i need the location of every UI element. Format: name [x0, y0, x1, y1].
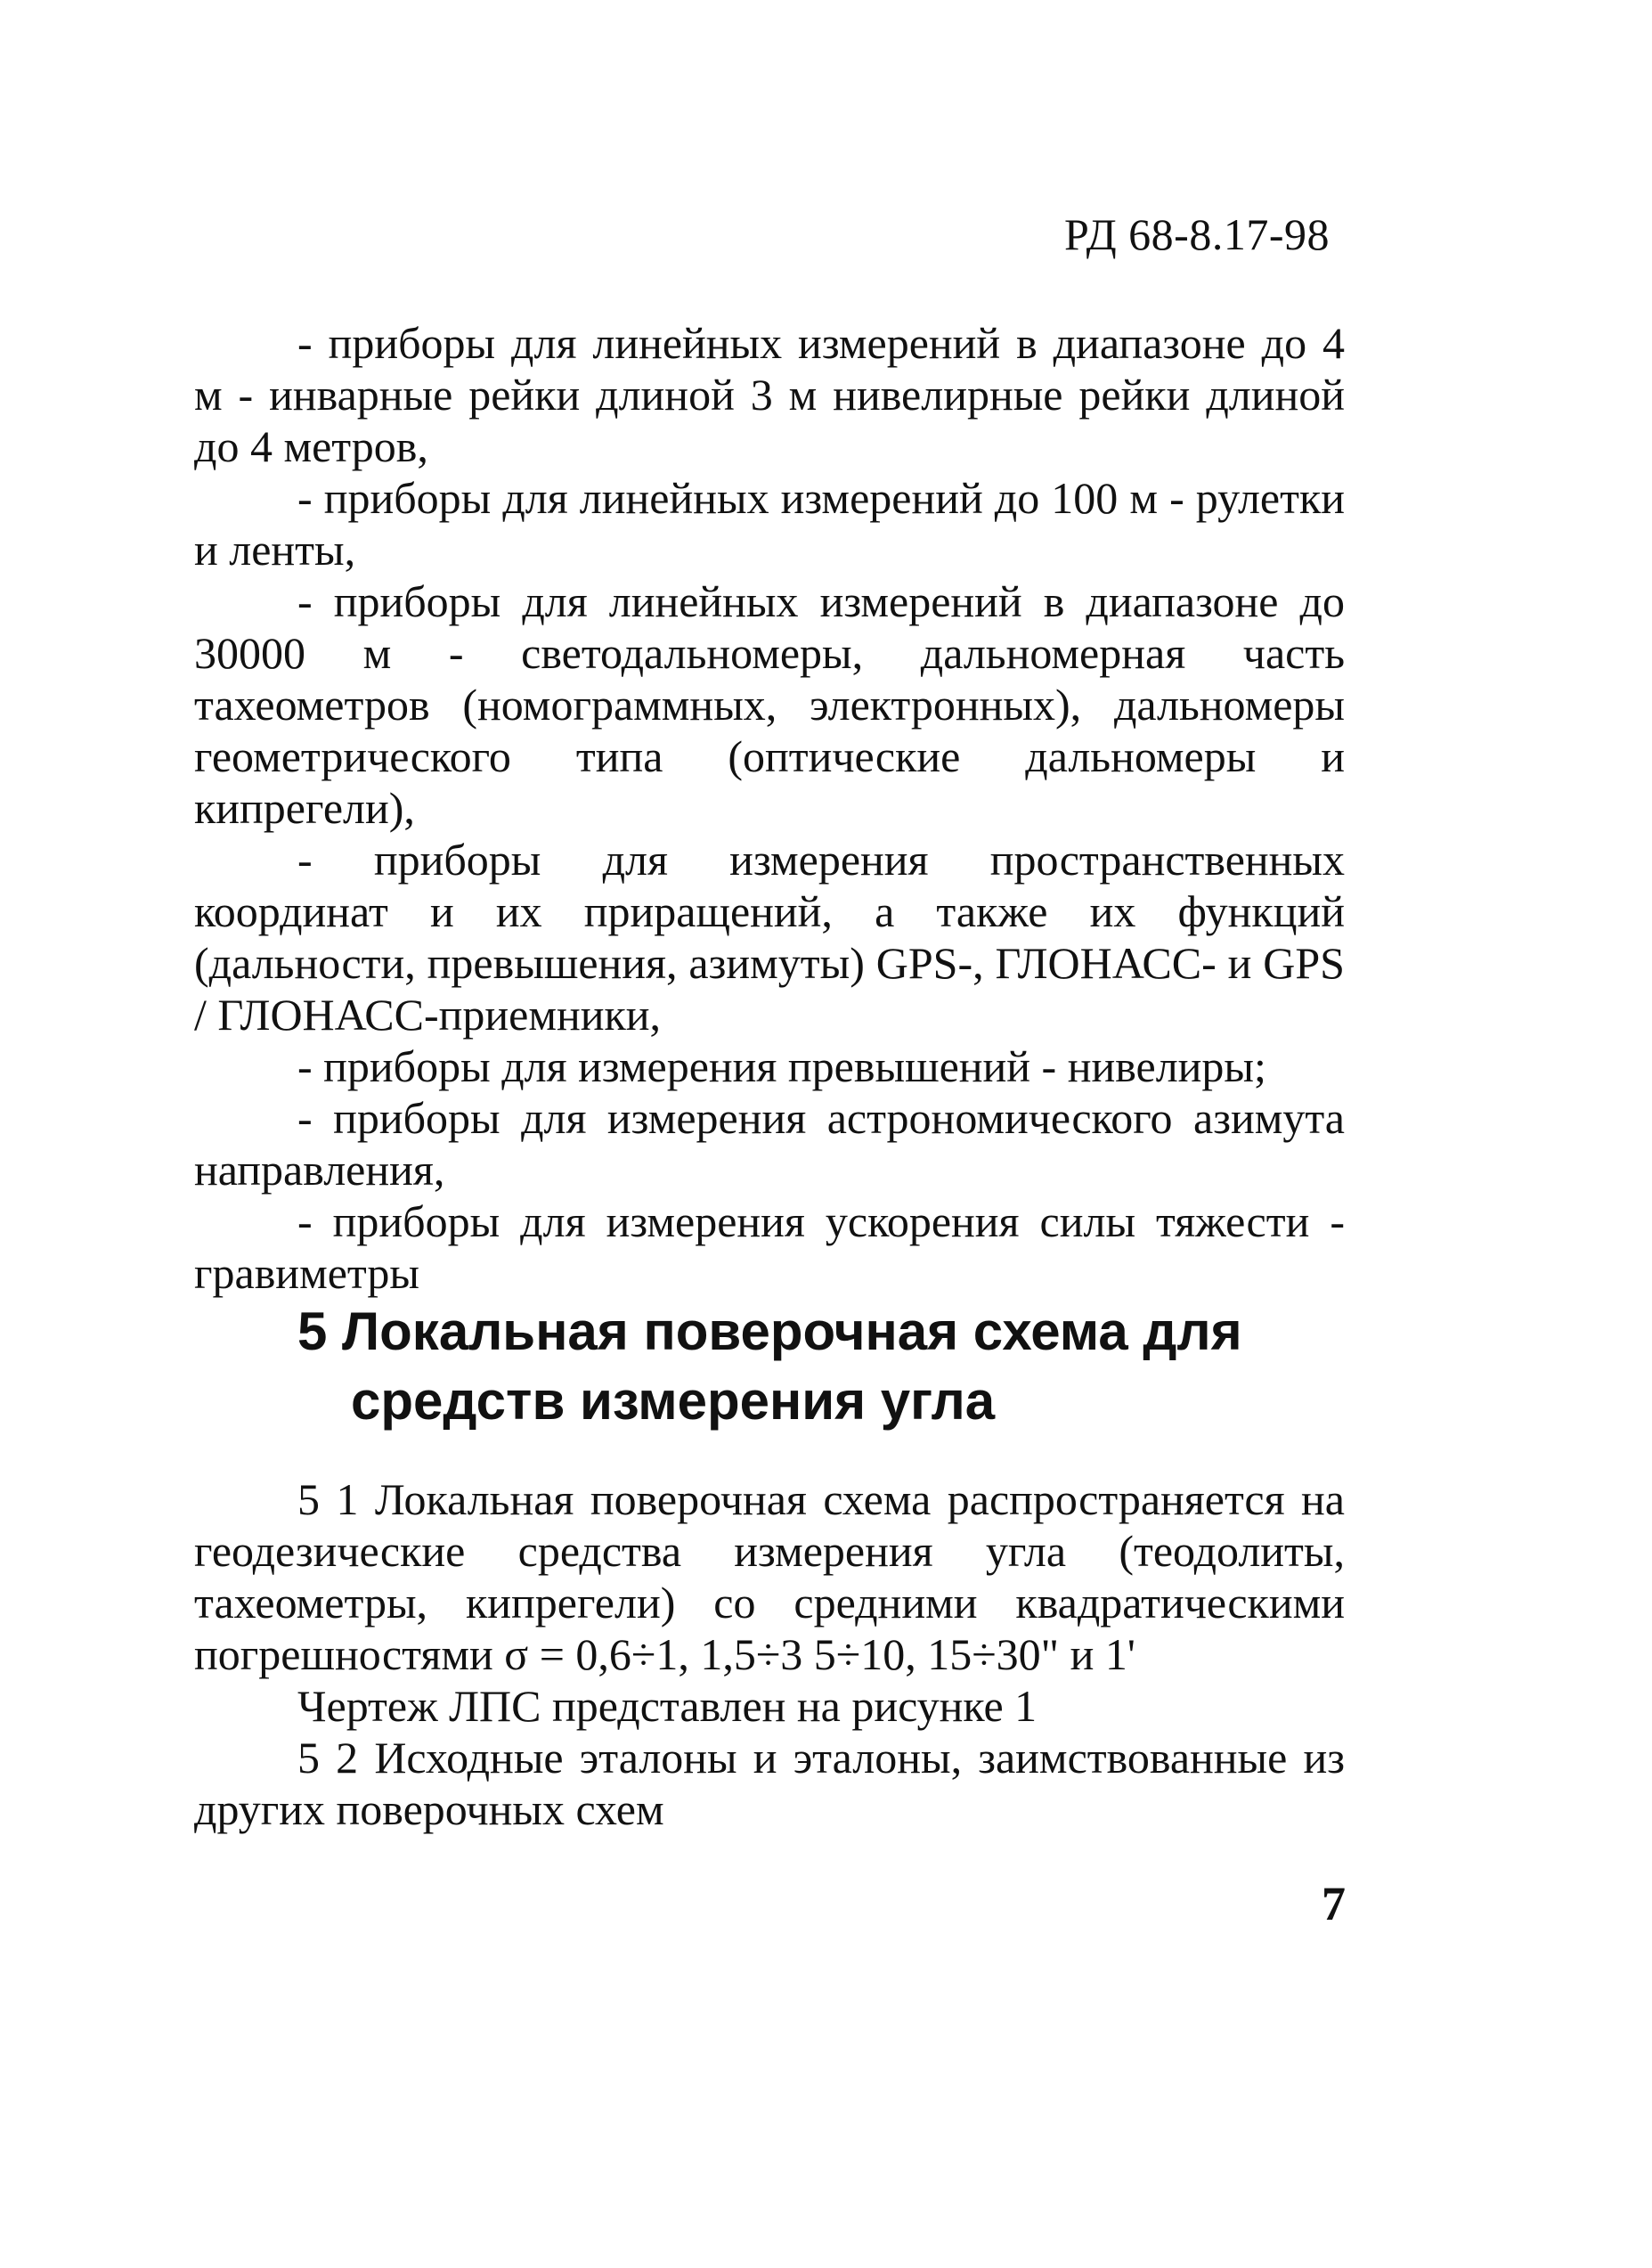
paragraph: Чертеж ЛПС представлен на рисунке 1 — [297, 1681, 1038, 1731]
list-item: - приборы для измерения пространственных координат и их приращений, а также их функций (дальности, превышения, азимуты) GPS-, ГЛОНАСС- и GPS / ГЛОНАСС-приемники, — [194, 835, 1345, 1040]
list-item: - приборы для линейных измерений в диапазоне до 30000 м - светодальномеры, дальномерная часть тахеометров (номограммных, электронных), дальномеры геометрического типа (оптические дальномеры и кипрегели), — [194, 576, 1345, 833]
instrument-list — [194, 317, 1345, 1299]
list-item: - приборы для линейных измерений до 100 м - рулетки и ленты, — [194, 473, 1345, 575]
paragraph: 5 1 Локальная поверочная схема распространяется на геодезические средства измерения угла (теодолиты, тахеометры, кипрегели) со средними квадратическими погрешностями σ = 0,6÷1, 1,5÷3 5÷10, 15÷30" и 1' — [194, 1474, 1345, 1679]
section-heading — [194, 1297, 1345, 1436]
list-item: - приборы для измерения астрономического азимута направления, — [194, 1093, 1345, 1195]
page-number: 7 — [1322, 1877, 1346, 1930]
section-heading-line-1: 5 Локальная поверочная схема для — [297, 1301, 1242, 1361]
document-code: РД 68-8.17-98 — [1064, 209, 1330, 259]
section-body — [194, 1473, 1345, 1835]
section-heading-line-2: средств измерения угла — [351, 1371, 996, 1431]
list-item: - приборы для измерения превышений - нивелиры; — [297, 1041, 1266, 1091]
paragraph: 5 2 Исходные эталоны и эталоны, заимствованные из других поверочных схем — [194, 1733, 1345, 1834]
list-item: - приборы для линейных измерений в диапазоне до 4 м - инварные рейки длиной 3 м нивелирные рейки длиной до 4 метров, — [194, 318, 1345, 471]
list-item: - приборы для измерения ускорения силы тяжести - гравиметры — [194, 1196, 1345, 1298]
